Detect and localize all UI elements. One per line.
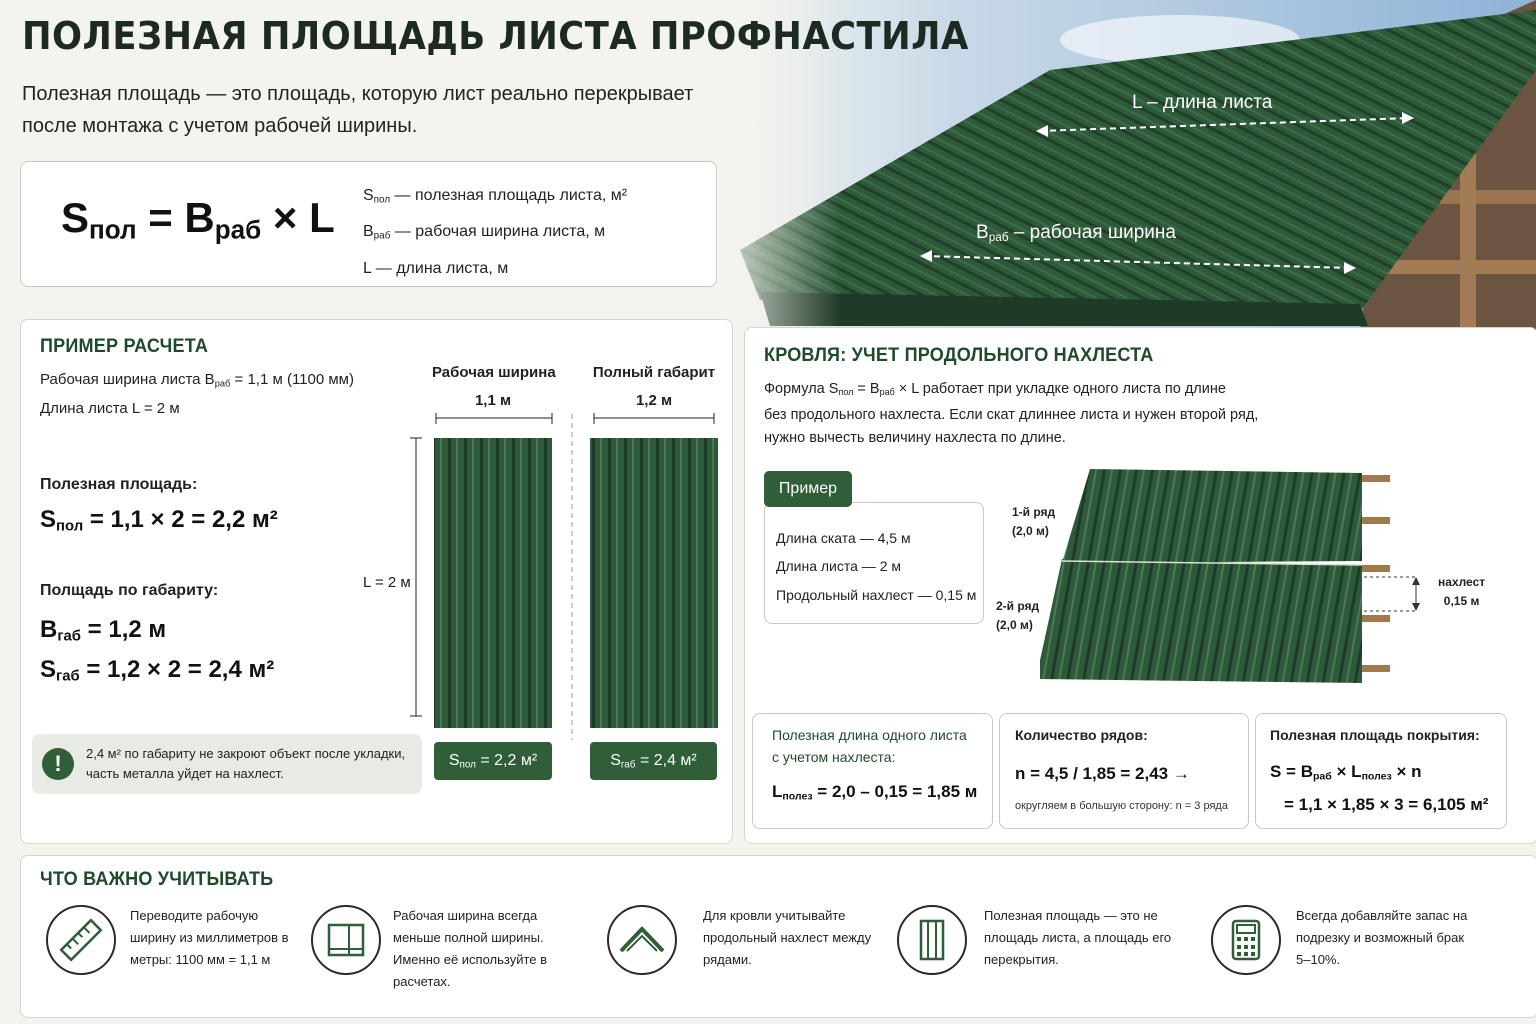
param-sheet-length: Длина листа — 2 м — [776, 558, 901, 574]
param-slope: Длина ската — 4,5 м — [776, 530, 911, 546]
gab-area-formula: $S_{габ} = 1,2 \times 2 = 2,4$ м² — [40, 656, 275, 685]
ruler-icon — [46, 905, 116, 975]
tip-3: Для кровли учитывайте продольный нахлест между рядами. — [703, 908, 872, 967]
legend-item: L — длина листа, м — [363, 259, 509, 277]
example-params: Рабочая ширина листа $B_{раб} = 1,1$ м (1100 мм) Длина листа L = 2 м — [40, 371, 354, 418]
area-formula: $S = B_{раб} \times L_{полез} \times n$ — [1270, 762, 1422, 783]
formula-legend — [363, 180, 627, 285]
sheet1-dim: 1,1 м — [474, 392, 512, 409]
roof-description: Формула $S_{пол} = B_{раб} \times L$ работает при укладке одного листа по длине без продольного нахлеста. Если скат длиннее листа и нужен второй ряд, нужно вычесть величину нахлеста по длине. — [764, 381, 1259, 447]
tag-gab-area: $S_{габ} = 2,4$ м² — [590, 742, 717, 780]
page-title: ПОЛЕЗНАЯ ПЛОЩАДЬ ЛИСТА ПРОФНАСТИЛА — [22, 14, 969, 58]
sheet2-title: Полный габарит — [592, 364, 716, 381]
result-useful-length: Полезная длина одного листа с учетом нахлеста: $L_{полез} = 2,0 - 0,15 = 1,85$ м — [752, 713, 993, 829]
sheet-working — [434, 438, 552, 728]
roof-row-1 — [1062, 469, 1362, 563]
roof-row-2 — [1040, 559, 1362, 683]
example-tag: Пример — [764, 471, 852, 507]
calculator-icon — [1211, 905, 1281, 975]
legend-item: $S_{пол}$ — полезная площадь листа, м² — [363, 187, 628, 206]
useful-area-formula: $S_{пол} = 1,1 \times 2 = 2,2$ м² — [40, 506, 278, 535]
note-text: 2,4 м² по габариту не закроют объект после укладки, часть металла уйдет на нахлест. — [86, 746, 406, 781]
sheet-comparison-drawing — [400, 410, 730, 740]
overlap-label: нахлест 0,15 м — [1438, 575, 1486, 608]
useful-area-label: Полезная площадь: — [40, 476, 198, 493]
sheet2-dim: 1,2 м — [635, 392, 673, 409]
useful-length-formula: $L_{полез} = 2,0 - 0,15 = 1,85$ м — [772, 782, 978, 803]
sheet1-title: Рабочая ширина — [432, 364, 556, 381]
legend-item: $B_{раб}$ — рабочая ширина листа, м — [363, 223, 606, 242]
roof-rows-drawing — [1040, 465, 1420, 695]
hero-width-label: $B_{раб}$ – рабочая ширина — [976, 222, 1176, 244]
exclamation-icon: ! — [42, 748, 74, 780]
gab-area-label: Полщадь по габариту: — [40, 582, 219, 599]
tip-1: Переводите рабочую ширину из миллиметров в метры: 1100 мм = 1,1 м — [130, 908, 289, 967]
sheet-full — [590, 438, 718, 728]
example-heading: ПРИМЕР РАСЧЕТА — [40, 336, 209, 357]
tip-4: Полезная площадь — это не площадь листа, а площадь его перекрытия. — [984, 908, 1172, 967]
sheet-length-dim: L = 2 м — [363, 574, 411, 591]
tag-useful-area: $S_{пол} = 2,2$ м² — [434, 742, 552, 780]
roof-heading: КРОВЛЯ: УЧЕТ ПРОДОЛЬНОГО НАХЛЕСТА — [764, 345, 1154, 366]
tips-heading: ЧТО ВАЖНО УЧИТЫВАТЬ — [40, 869, 274, 890]
result-rows: Количество рядов: n = 4,5 / 1,85 = 2,43 → округляем в большую сторону: n = 3 ряда — [999, 713, 1249, 829]
row1-label: 1-й ряд (2,0 м) — [1012, 505, 1056, 538]
row2-label: 2-й ряд (2,0 м) — [996, 599, 1040, 632]
width-measure-icon — [311, 905, 381, 975]
rows-rounding: округляем в большую сторону: n = 3 ряда — [1015, 800, 1228, 812]
param-overlap: Продольный нахлест — 0,15 м — [776, 587, 977, 603]
tip-5: Всегда добавляйте запас на подрезку и возможный брак 5–10%. — [1296, 908, 1468, 967]
formula-box — [20, 161, 717, 287]
hero-length-label: L – длина листа — [1132, 92, 1273, 113]
warning-note — [32, 734, 422, 794]
main-formula: $S_{пол} = B_{раб} \times L$ — [61, 194, 335, 245]
tip-2: Рабочая ширина всегда меньше полной ширины. Именно её используйте в расчетах. — [393, 908, 548, 989]
lead-text: Полезная площадь — это площадь, которую лист реально перекрывает после монтажа с учетом рабочей ширины. — [22, 83, 694, 137]
gab-width-formula: $B_{габ} = 1,2$ м — [40, 616, 167, 645]
result-area: Полезная площадь покрытия: $S = B_{раб} \times L_{полез} \times n$ = 1,1 × 1,85 × 3 = 6,105 м² — [1255, 713, 1507, 829]
roof-icon — [607, 905, 677, 975]
sheet-icon — [897, 905, 967, 975]
area-result: = 1,1 × 1,85 × 3 = 6,105 м² — [1284, 795, 1489, 814]
rows-formula: n = 4,5 / 1,85 = 2,43 → — [1015, 764, 1190, 783]
